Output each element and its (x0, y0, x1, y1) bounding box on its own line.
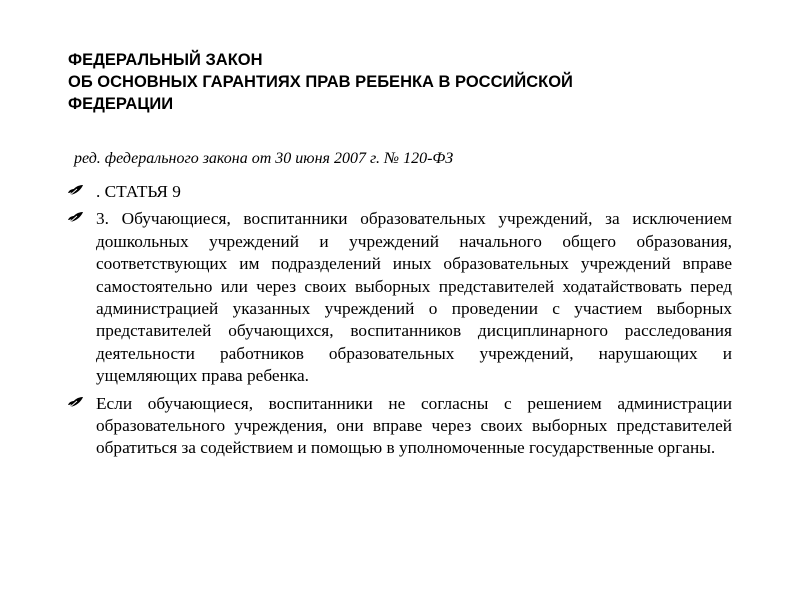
title-line-3: ФЕДЕРАЦИИ (68, 95, 174, 113)
document-title (68, 49, 768, 115)
edition-subtitle: ред. федерального закона от 30 июня 2007 г. № 120-ФЗ (74, 150, 454, 167)
leaf-bullet-icon (68, 395, 84, 409)
leaf-bullet-icon (68, 210, 84, 224)
article-heading: . СТАТЬЯ 9 (96, 182, 181, 201)
title-line-2: ОБ ОСНОВНЫХ ГАРАНТИЯХ ПРАВ РЕБЕНКА В РОССИЙСКОЙ (68, 73, 573, 91)
list-item (68, 181, 732, 203)
title-line-1: ФЕДЕРАЛЬНЫЙ ЗАКОН (68, 51, 263, 69)
paragraph-text: 3. Обучающиеся, воспитанники образовательных учреждений, за исключением дошкольных учреждений и учреждений начального общего образования, соответствующих им подразделений иных образовательных учреждений вправе самостоятельно или через своих выборных представителей ходатайствовать перед администрацией указанных учреждений о проведении с участием выборных представителей обучающихся, воспитанников дисциплинарного расследования деятельности работников образовательных учреждений, нарушающих и ущемляющих права ребенка. (96, 209, 732, 386)
list-item (68, 208, 732, 387)
paragraph-text: Если обучающиеся, воспитанники не согласны с решением администрации образовательного учреждения, они вправе через своих выборных представителей обратиться за содействием и помощью в уполномоченные государственные органы. (96, 393, 732, 458)
leaf-bullet-icon (68, 183, 84, 197)
list-item (68, 393, 732, 460)
bullet-list (68, 181, 732, 465)
